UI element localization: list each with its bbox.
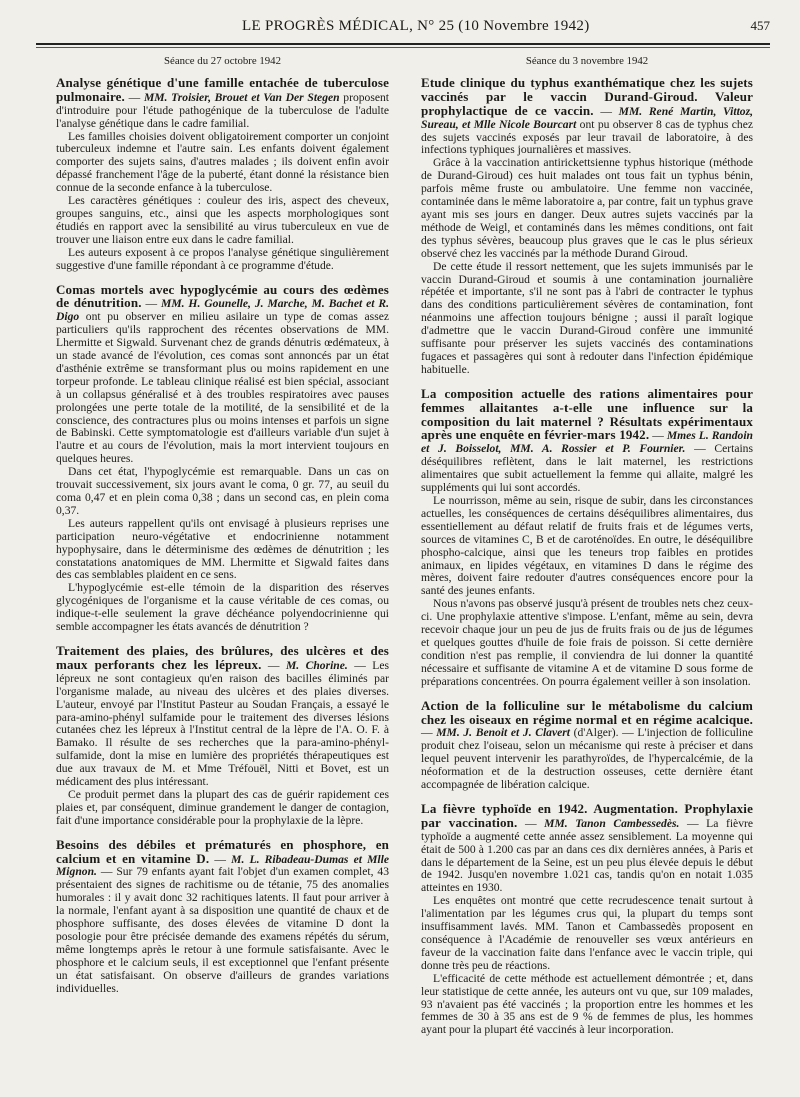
article-paragraph: Nous n'avons pas observé jusqu'à présent de troubles nets chez ceux-ci. Une prophylaxie attentive s'impose. L'enfant, même au sein, devra recevoir chaque jour un peu de jus de fruits frais ou de jus de légumes et quelques gouttes d'huile de foie frais de poisson. Si cette dernière condition n'est pas remplie, il conviendra de lui donner la quantité nécessaire et suffisante de vitamine A et de vitamine D sous forme de préparations concentrées. On pourra également veiller à son insolation. — [421, 597, 753, 688]
article-text: — Sur 79 enfants ayant fait l'objet d'un examen complet, 43 présentaient des signes de rachitisme ou de tétanie, 75 des anomalies humorales : il y avait donc 32 rachitiques latents. Il faut pour arriver à la normale, l'enfant ayant à sa disposition une quantité de chaux et de phosphore suffisante, des doses élevées de vitamine D dont la posologie pour être précisée demande des examens répétés du sérum, même longtemps après le retour à une formule satisfaisante. Avec le phosphore et le calcium seuls, il est exceptionnel que l'enfant présente un état satisfaisant. On observe d'ailleurs de grandes variations individuelles. — [56, 865, 389, 995]
article-paragraph: Grâce à la vaccination antirickettsienne typhus historique (méthode de Durand-Giroud) ces huit malades ont tous fait un typhus bénin, parfois même fruste ou ambulatoire. Une femme non vaccinée, contaminée dans le même laboratoire a, par contre, fait un typhus grave ayant mis ses jours en danger. Deux autres sujets vaccinés par la méthode de Weigl, et contaminés dans les mêmes conditions, ont fait des typhus sévères, beaucoup plus graves que le cas le plus sérieux observé chez les vaccinés par la méthode Durand Giroud. — [421, 156, 753, 260]
running-title: LE PROGRÈS MÉDICAL, N° 25 (10 Novembre 1942) — [242, 18, 590, 34]
article-lead-paragraph — [421, 74, 753, 157]
article-paragraph: Le nourrisson, même au sein, risque de subir, dans les circonstances actuelles, les conséquences de certains déséquilibres alimentaires, dus essentiellement au défaut relatif de fruits frais et de légumes verts, sources de vitamines C, B et de caroténoïdes. En outre, le déséquilibre phospho-calcique, ainsi que les teneurs trop faibles en protides animaux, en lipides végétaux, en vitamines D dans le régime des mères, doivent faire redouter d'autres conséquences encore pour la santé des jeunes enfants. — [421, 494, 753, 598]
article-text: — Les lépreux ne sont contagieux qu'en raison des bacilles éliminés par l'organisme malade, au niveau des ulcères et des plaies diverses. L'auteur, envoyé par l'Institut Pasteur au Soudan Français, a essayé le para-amino-phényl sulfamide pour le traitement des diverses lésions cutanées chez les lépreux à l'Institut central de la lèpre de l'A. O. F. à Bamako. Il résulte de ses recherches que la para-amino-phényl-sulfamide, dont la mise en lumière des propriétés thérapeutiques est due aux travaux de M. et Mme Tréfouël, Nitti et Bovet, est un médicament des plus intéressant. — [56, 658, 389, 789]
article-title: Analyse génétique d'une famille entachée de tuberculose pulmonaire. — [56, 74, 389, 104]
title-dash: — — [593, 104, 619, 118]
title-dash: — — [141, 297, 162, 311]
article-text: (d'Alger). — L'injection de folliculine produit chez l'oiseau, selon un mécanisme qui reste à préciser et dans lequel peuvent intervenir les parathyroïdes, de l'hypercalcémie, de la néoformation et de la destruction osseuses, cette dernière étant accompagnée de libération calcique. — [421, 726, 753, 792]
page-number: 457 — [750, 18, 770, 33]
article-authors: M. Chorine. — [285, 658, 348, 672]
title-dash: — — [421, 726, 437, 740]
article-paragraph: Ce produit permet dans la plupart des cas de guérir rapidement ces plaies et, par conséquent, diminue grandement le danger de contagion, fait d'une importance considérable pour la prophylaxie de la lèpre. — [56, 787, 389, 827]
article-title: La fièvre typhoïde en 1942. Augmentation. Prophylaxie par vaccination. — [421, 800, 753, 830]
title-dash: — — [261, 658, 286, 672]
title-dash: — — [649, 429, 667, 443]
article-paragraph: Dans cet état, l'hypoglycémie est remarquable. Dans un cas on trouvait successivement, six jours avant le coma, 0 gr. 77, au seuil du coma 0,47 et en plein coma 0,38 ; dans un second cas, en plein coma 0,37. — [56, 465, 389, 517]
article-text: ont pu observer 8 cas de typhus chez des sujets vaccinés exposés par leur travail de laboratoire, à des infections typhiques journalières et massives. — [421, 117, 753, 157]
article-authors: MM. J. Benoit et J. Clavert — [436, 726, 571, 740]
article — [56, 74, 390, 273]
article-authors: MM. Tanon Cambessedès. — [544, 816, 680, 830]
article-title: Traitement des plaies, des brûlures, des ulcères et des maux perforants chez les lépreux. — [56, 642, 389, 672]
article-paragraph: Les auteurs exposent à ce propos l'analyse génétique singulièrement suggestive d'une famille répondant à ce programme d'étude. — [56, 245, 389, 272]
article-text: — La fièvre typhoïde a augmenté cette année assez sensiblement. La moyenne qui était de 500 à 1.200 cas par an dans ces dix dernières années, à Paris et dans le département de la Seine, est un peu plus élevée depuis le début de 1942. Jusqu'en novembre 1.021 cas, tandis qu'on en notait 1.035 atteintes en 1930. — [421, 816, 753, 895]
article-authors: MM. René Martin, Vittoz, Sureau, et Mlle Nicole Bourcart — [421, 104, 753, 131]
article-lead-paragraph — [421, 385, 753, 495]
article — [56, 836, 390, 996]
article-authors: MM. Troisier, Brouet et Van Der Stegen — [143, 90, 340, 104]
article-authors: M. L. Ribadeau-Dumas et Mlle Mignon. — [56, 852, 390, 879]
article-paragraph: Les familles choisies doivent obligatoirement comporter un conjoint tuberculeux indemne et l'autre sain. Les enfants doivent également comporter des sujets sains, d'autres malades ; ils doivent enfin avoir dépassé franchement l'âge de la puberté, étant donné la résistance bien connue de la seconde enfance à la tuberculose. — [56, 129, 389, 195]
title-dash: — — [209, 852, 232, 866]
article-lead-paragraph — [56, 642, 389, 789]
left-column — [56, 54, 389, 1007]
article-lead-paragraph — [421, 800, 753, 895]
article-title: Etude clinique du typhus exanthématique chez les sujets vaccinés par le vaccin Durand-Giroud. Valeur prophylactique de ce vaccin. — [421, 74, 753, 118]
article — [421, 385, 753, 689]
article — [421, 697, 753, 792]
article-authors: Mmes L. Randoin et J. Boisselot, MM. A. Rossier et P. Fournier. — [421, 429, 753, 456]
article-paragraph: Les auteurs rappellent qu'ils ont envisagé à plusieurs reprises une participation neuro-végétative et endocrinienne notamment hypophysaire, dans le déterminisme des œdèmes de dénutrition ; les constatations anatomiques de MM. Lhermitte et Sigwald faites dans des cas semblables plaident en ce sens. — [56, 516, 389, 582]
right-column — [421, 54, 753, 1048]
page-header — [36, 18, 770, 44]
article-paragraph: L'hypoglycémie est-elle témoin de la disparition des réserves glycogéniques de l'organisme et la cause véritable de ces comas, ou indique-t-elle seulement la grave déchéance polyendocrinienne qui semble accompagner les états avancés de dénutrition ? — [56, 581, 389, 634]
title-dash: — — [517, 816, 545, 830]
article-paragraph: De cette étude il ressort nettement, que les sujets immunisés par le vaccin Durand-Giroud et soumis à une contamination journalière répétée et importante, s'il ne sont pas à l'abri de contracter le typhus dans des conditions particulièrement sévères de contamination, font néanmoins une affection toujours bénigne ; aussi il paraît logique d'admettre que le vaccin Durand-Giroud confère une immunité suffisante pour préserver les sujets vaccinés des contaminations fugaces et passagères qui sont à redouter dans l'infection épidémique habituelle. — [421, 259, 753, 376]
article-title: La composition actuelle des rations alimentaires pour femmes allaitantes a-t-elle une influence sur la composition du lait maternel ? Résultats expérimentaux après une enquête en février-mars 1942. — [421, 385, 753, 443]
article-text: ont pu observer en milieu asilaire un type de comas assez particuliers qu'ils rapprochent des récentes observations de MM. Lhermitte et Sigwald. Survenant chez de grands dénutris œdémateux, à un stade avancé de l'évolution, ces comas sont annoncés par un état d'asthénie extrême se transformant plus ou moins rapidement en une torpeur profonde. Le tableau clinique réalisé est bien spécial, associant à un collapsus généralisé et à des troubles respiratoires avec pauses prolongées une perte totale de la motilité, de la sensibilité et de la conscience, des contractures plus ou moins intenses et parfois un signe de Babinski. Cette symptomatologie est d'ailleurs variable d'un sujet à l'autre et au cours de l'évolution, mais la mort intervient toujours en quelques heures. — [56, 310, 389, 466]
article-lead-paragraph — [56, 836, 390, 996]
article — [421, 74, 753, 377]
article-lead-paragraph — [56, 74, 390, 131]
article-text: proposent d'introduire pour l'étude pathogénique de la tuberculose de l'adulte l'analyse génétique dans le cadre familial. — [56, 90, 390, 130]
article-lead-paragraph — [421, 697, 753, 792]
header-rule — [36, 43, 770, 48]
seance-date: Séance du 3 novembre 1942 — [525, 55, 649, 67]
article-lead-paragraph — [56, 281, 390, 467]
article-paragraph: Les caractères génétiques : couleur des iris, aspect des cheveux, groupes sanguins, etc., ainsi que les aspects morphologiques sont étudiés en rapport avec la sensibilité au virus tuberculeux en vue de trouver une liaison entre eux dans le cadre familial. — [56, 194, 389, 246]
article — [56, 642, 389, 828]
title-dash: — — [124, 90, 144, 104]
article — [421, 800, 753, 1037]
article-authors: MM. H. Gounelle, J. Marche, M. Bachet et R. Digo — [56, 297, 390, 324]
article-paragraph: Les enquêtes ont montré que cette recrudescence tenait surtout à l'alimentation par les légumes crus qui, la plupart du temps sont insuffisamment lavés. MM. Tanon et Cambassedès proposent en conséquence à l'Académie de renouveller ses vœux antérieurs en faveur de la vaccination faite dans l'enfance avec le vaccin triple, qui donne très peu de réactions. — [421, 894, 753, 972]
article-title: Besoins des débiles et prématurés en phosphore, en calcium et en vitamine D. — [56, 836, 389, 866]
article-title: Action de la folliculine sur le métabolisme du calcium chez les oiseaux en régime normal et en régime acalcique. — [421, 697, 753, 727]
article-paragraph: L'efficacité de cette méthode est actuellement démontrée ; et, dans leur statistique de cette année, les auteurs ont vu que, sur 109 malades, 93 n'avaient pas été vaccinés ; la proportion entre les hommes et les femmes de 30 à 35 ans est de 9 % de femmes de plus, les hommes ayant pour la plupart été vaccinés à leur incorporation. — [421, 971, 753, 1037]
seance-date: Séance du 27 octobre 1942 — [164, 55, 281, 67]
article — [56, 281, 390, 634]
article-title: Comas mortels avec hypoglycémie au cours des œdèmes de dénutrition. — [56, 281, 389, 311]
article-text: — Certains déséquilibres reflètent, dans le lait maternel, les restrictions alimentaires que subit actuellement la femme qui allaite, malgré les suppléments qui lui sont accordés. — [421, 442, 753, 495]
